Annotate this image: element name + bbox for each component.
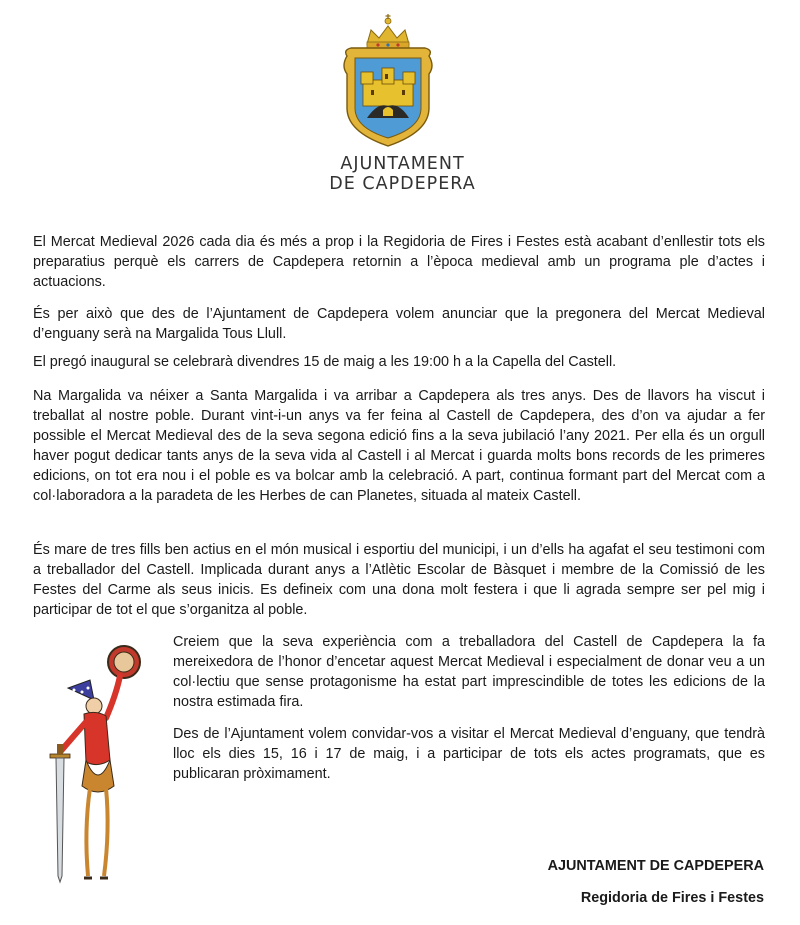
paragraph-event-time: El pregó inaugural se celebrarà divendres 15 de maig a les 19:00 h a la Capella del Castell. <box>33 354 617 370</box>
coat-of-arms-icon <box>333 10 443 150</box>
signature-organization: AJUNTAMENT DE CAPDEPERA <box>547 858 764 874</box>
paragraph-merit: Creiem que la seva experiència com a treballadora del Castell de Capdepera la fa mereixedora de l’honor d’encetar aquest Mercat Medieval i especialment de donar veu a un col·lectiu que sense protagonisme ha estat part imprescindible de totes les edicions de la nostra estimada fira. <box>173 634 765 710</box>
paragraph-invitation: Des de l’Ajuntament volem convidar-vos a visitar el Mercat Medieval d’enguany, que tendrà lloc els dies 15, 16 i 17 de maig, i a participar de tots els actes programats, que es publicaran pròximament. <box>173 726 765 782</box>
paragraph-intro: El Mercat Medieval 2026 cada dia és més a prop i la Regidoria de Fires i Festes està acabant d’enllestir tots els preparatius perquè els carrers de Capdepera retornin a l’època medieval amb un programa ple d’actes i actuacions. <box>33 234 765 290</box>
org-name-line1: AJUNTAMENT <box>340 154 465 174</box>
medieval-figure-icon <box>44 640 144 900</box>
signature-department: Regidoria de Fires i Festes <box>580 890 764 906</box>
paragraph-announcement: És per això que des de l’Ajuntament de Capdepera volem anunciar que la pregonera del Mercat Medieval d’enguany serà na Margalida Tous Llull. <box>33 306 765 342</box>
organization-name <box>0 154 800 194</box>
paragraph-family: És mare de tres fills ben actius en el món musical i esportiu del municipi, i un d’ells ha agafat el seu testimoni com a treballador del Castell. Implicada durant anys a l’Atlètic Escolar de Bàsquet i membre de la Comissió de les Festes del Carme als seus inicis. Es defineix com una dona molt festera i que li agrada sempre ser pel mig i participar de tot el que s’organitza al poble. <box>33 542 765 618</box>
org-name-line2: DE CAPDEPERA <box>329 174 476 194</box>
paragraph-biography: Na Margalida va néixer a Santa Margalida i va arribar a Capdepera als tres anys. Des de llavors ha viscut i treballat al nostre poble. Durant vint-i-un anys va fer feina al Castell de Capdepera, des d’on va ajudar a fer possible el Mercat Medieval des de la seva segona edició fins a la seva jubilació l’any 2021. Per ella és un orgull haver pogut dedicar tants anys de la seva vida al Castell i al Mercat i guarda molts bons records de les primeres edicions, on tot era nou i el poble es va bolcar amb la celebració. A part, continua formant part del Mercat com a col·laboradora a la paradeta de les Herbes de can Planetes, situada al mateix Castell. <box>33 388 765 504</box>
